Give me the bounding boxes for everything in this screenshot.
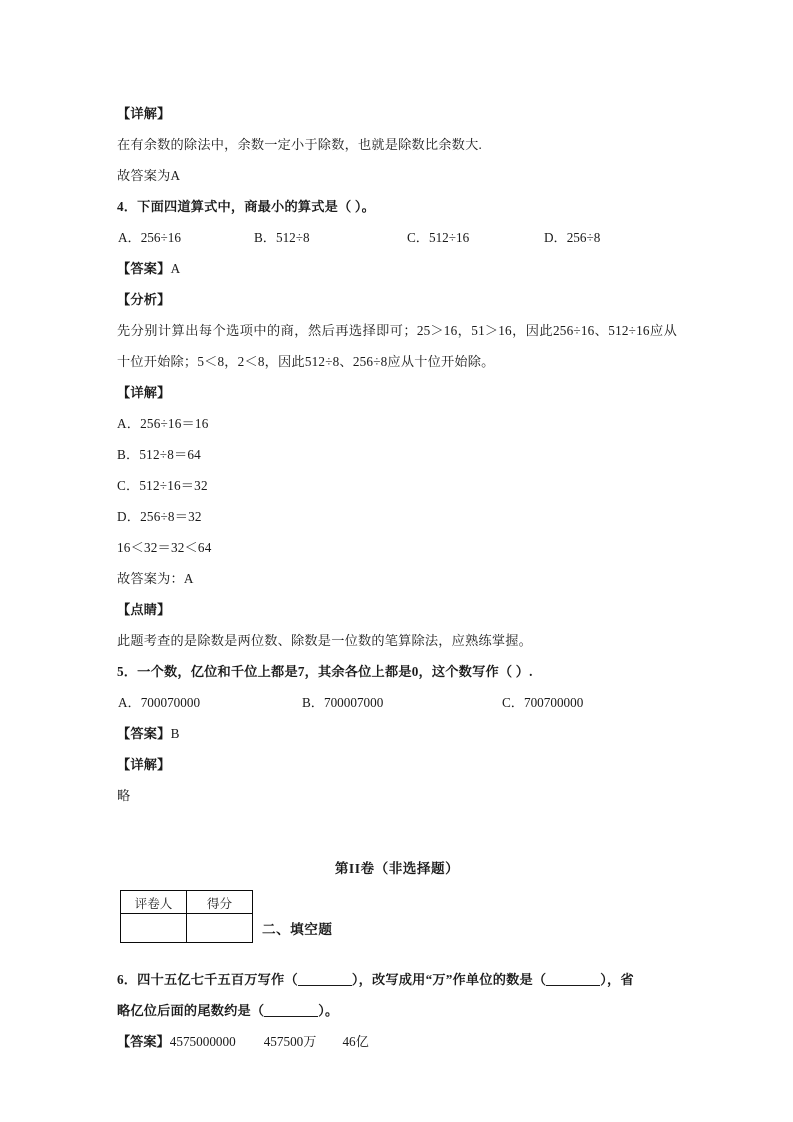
score-table-area bbox=[117, 890, 677, 952]
explain-text-1: 在有余数的除法中，余数一定小于除数，也就是除数比余数大. bbox=[117, 137, 482, 152]
score-table-header-grader: 评卷人 bbox=[121, 891, 187, 914]
table-row-header bbox=[121, 891, 253, 914]
answer-value: A bbox=[170, 261, 181, 276]
score-table bbox=[120, 890, 253, 943]
document-page bbox=[117, 98, 677, 1057]
question-6-answer-1: 4575000000 bbox=[169, 1034, 236, 1049]
insight-tag: 【点睛】 bbox=[117, 602, 171, 617]
conclusion-1: 故答案为A bbox=[117, 168, 181, 183]
question-4-work-a: A．256÷16＝16 bbox=[117, 416, 209, 431]
question-6-stem-line-2 bbox=[117, 995, 677, 1026]
analysis-tag: 【分析】 bbox=[117, 292, 171, 307]
explain-text-3: 略 bbox=[117, 788, 131, 803]
question-6-text-b: ），改写成用“万”作单位的数是（ bbox=[351, 972, 547, 987]
question-4-conclusion: 故答案为：A bbox=[117, 571, 194, 586]
score-table-header-score: 得分 bbox=[187, 891, 253, 914]
question-6-spacer bbox=[117, 952, 677, 964]
question-4-comparison: 16＜32＝32＜64 bbox=[117, 540, 212, 555]
question-4-work-b: B．512÷8＝64 bbox=[117, 447, 201, 462]
question-4-work-c: C．512÷16＝32 bbox=[117, 478, 208, 493]
question-4-option-b[interactable]: B．512÷8 bbox=[254, 230, 310, 245]
question-6-answer-3: 46亿 bbox=[342, 1034, 369, 1049]
question-4-option-a[interactable]: A．256÷16 bbox=[118, 230, 181, 245]
question-5-option-c[interactable]: C．700700000 bbox=[502, 695, 584, 710]
question-6-text-a: 6．四十五亿七千五百万写作（ bbox=[117, 972, 298, 987]
score-table-cell-score[interactable] bbox=[187, 914, 253, 943]
answer-tag: 【答案】 bbox=[117, 261, 171, 276]
question-5-option-a[interactable]: A．700070000 bbox=[118, 695, 201, 710]
explain-tag-3: 【详解】 bbox=[117, 757, 171, 772]
question-5-options bbox=[117, 687, 677, 718]
part-two-heading: 第II卷（非选择题） bbox=[334, 861, 460, 876]
question-6-text-e: ）。 bbox=[318, 1003, 339, 1018]
answer-tag: 【答案】 bbox=[117, 726, 171, 741]
question-4-work-d: D．256÷8＝32 bbox=[117, 509, 202, 524]
section-two-title: 二、填空题 bbox=[262, 922, 333, 937]
question-5-answer bbox=[117, 718, 677, 749]
fill-blank-3[interactable] bbox=[264, 1016, 318, 1017]
question-6-answer bbox=[117, 1026, 677, 1057]
question-6-answer-2: 457500万 bbox=[263, 1034, 317, 1049]
question-5-stem: 5．一个数，亿位和千位上都是7，其余各位上都是0，这个数写作（ ）. bbox=[117, 664, 533, 679]
question-4-stem: 4．下面四道算式中，商最小的算式是（ ）。 bbox=[117, 199, 376, 214]
score-table-cell-grader[interactable] bbox=[121, 914, 187, 943]
question-4-answer bbox=[117, 253, 677, 284]
analysis-text: 先分别计算出每个选项中的商，然后再选择即可；25＞16，51＞16，因此256÷16、512÷16应从十位开始除；5＜8，2＜8，因此512÷8、256÷8应从十位开始除。 bbox=[117, 323, 677, 369]
fill-blank-2[interactable] bbox=[546, 985, 600, 986]
explain-tag-2: 【详解】 bbox=[117, 385, 171, 400]
table-row-body bbox=[121, 914, 253, 943]
question-4-options bbox=[117, 222, 677, 253]
answer-tag: 【答案】 bbox=[117, 1034, 170, 1049]
insight-text: 此题考查的是除数是两位数、除数是一位数的笔算除法，应熟练掌握。 bbox=[117, 633, 533, 648]
question-4-option-c[interactable]: C．512÷16 bbox=[407, 230, 470, 245]
answer-value: B bbox=[170, 726, 180, 741]
section-spacer bbox=[117, 811, 677, 853]
question-6-text-c: ），省 bbox=[600, 972, 634, 987]
question-6-stem-line-1 bbox=[117, 964, 677, 995]
question-4-option-d[interactable]: D．256÷8 bbox=[544, 230, 601, 245]
explain-tag-1: 【详解】 bbox=[117, 106, 171, 121]
question-6-text-d: 略亿位后面的尾数约是（ bbox=[117, 1003, 265, 1018]
fill-blank-1[interactable] bbox=[298, 985, 352, 986]
question-5-option-b[interactable]: B．700007000 bbox=[302, 695, 384, 710]
